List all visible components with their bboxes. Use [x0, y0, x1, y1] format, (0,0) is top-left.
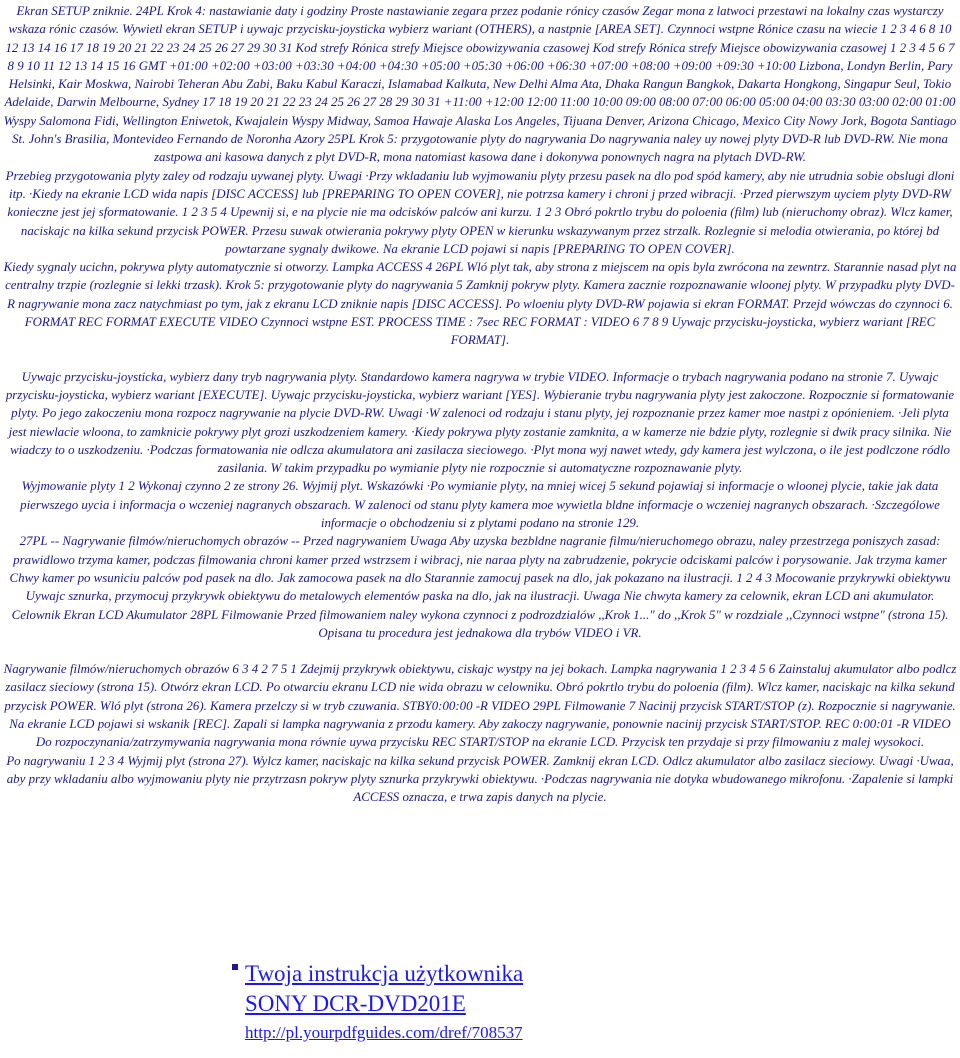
paragraph-5: Wyjmowanie plyty 1 2 Wykonaj czynno 2 ze strony 26. Wyjmij plyt. Wskazówki ·Po wymianie plyty, na mniej wicej 5 sekund pojawiaj si informacje o wloonej plycie, takie jak data pierwszego uycia i informacja o wczeniej nagranych obszarach. W zalenoci od stanu plyty kamera moe wywietla bldne informacje o wczeniej nagranych obszarach. ·Szczególowe informacje o obchodzeniu si z plytami podano na stronie 129.: [20, 479, 940, 531]
paragraph-2: Przebieg przygotowania plyty zaley od rodzaju uywanej plyty. Uwagi ·Przy wkladaniu lub wyjmowaniu plyty przesu pasek na dlo pod spód kamery, aby nie utrudnia sobie obslugi dloni itp. ·Kiedy na ekranie LCD wida napis [DISC ACCESS] lub [PREPARING TO OPEN COVER], nie potrzsa kamery i chroni j przed wibracji. ·Przed pierwszym uyciem plyty DVD-RW konieczne jest jej sformatowanie. 1 2 3 5 4 Upewnij si, e na plycie nie ma odcisków palców ani kurzu. 1 2 3 Obró pokrtlo trybu do poloenia (film) lub (nieruchomy obraz). Wlcz kamer, naciskajc na kilka sekund przycisk POWER. Przesu suwak otwierania pokrywy plyty OPEN w kierunku wskazywanym przez strzalk. Rozlegnie si melodia otwierania, po której bd powtarzane sygnaly dwikowe. Na ekranie LCD pojawi si napis [PREPARING TO OPEN COVER].: [5, 168, 955, 256]
paragraph-gap: [3, 642, 957, 660]
paragraph-6: 27PL -- Nagrywanie filmów/nieruchomych obrazów -- Przed nagrywaniem Uwaga Aby uzyska bezbldne nagranie filmu/nieruchomego obrazu, naley przestrzega poniszych zasad: prawidlowo trzyma kamer, podczas filmowania chroni kamer przed wstrzsem i wibracj, nie naraa plyty na zabrudzenie, pokrycie odciskami palców i porysowanie. Jak trzyma kamer Chwy kamer po wsuniciu palców pod pasek na dlo. Jak zamocowa pasek na dlo Starannie zamocuj pasek na dlo, jak pokazano na ilustracji. 1 2 4 3 Mocowanie przykrywki obiektywu Uywajc sznurka, przymocuj przykrywk obiektywu do metalowych elementów paska na dlo, jak na ilustracji. Uwaga Nie chwyta kamery za celownik, ekran LCD ani akumulator. Celownik Ekran LCD Akumulator 28PL Filmowanie Przed filmowaniem naley wykona czynnoci z podrozdzialów ,,Krok 1..." do ,,Krok 5" w rozdziale ,,Czynnoci wstpne" (strona 15). Opisana tu procedura jest jednakowa dla trybów VIDEO i VR.: [9, 534, 951, 640]
model-link[interactable]: SONY DCR-DVD201E: [245, 991, 466, 1016]
url-link[interactable]: http://pl.yourpdfguides.com/dref/708537: [245, 1023, 523, 1042]
manual-title-link[interactable]: Twoja instrukcja użytkownika: [245, 961, 524, 986]
paragraph-8: Na ekranie LCD pojawi si wskanik [REC]. Zapali si lampka nagrywania z przodu kamery. Aby zakoczy nagrywanie, ponownie nacinij przycisk START/STOP. REC 0:00:01 -R VIDEO Do rozpoczynania/zatrzymywania nagrywania mona równie uywa przycisku REC START/STOP na ekranie LCD. Przycisk ten przydaje si przy filmowaniu z malej wysokoci.: [9, 716, 951, 750]
paragraph-7: Nagrywanie filmów/nieruchomych obrazów 6 3 4 2 7 5 1 Zdejmij przykrywk obiektywu, ciskajc wystpy na jej bokach. Lampka nagrywania 1 2 3 4 5 6 Zainstaluj akumulator albo podlcz zasilacz sieciowy (strona 15). Otwórz ekran LCD. Po otwarciu ekranu LCD nie wida obrazu w celowniku. Obró pokrtlo trybu do poloenia (film). Wlcz kamer, naciskajc na kilka sekund przycisk POWER. Wló plyt (strona 26). Kamera przelczy si w tryb czuwania. STBY0:00:00 -R VIDEO 29PL Filmowanie 7 Nacinij przycisk START/STOP (z). Rozpocznie si nagrywanie.: [3, 662, 957, 713]
document-body: [3, 2, 957, 806]
paragraph-4: Uywajc przycisku-joysticka, wybierz dany tryb nagrywania plyty. Standardowo kamera nagrywa w trybie VIDEO. Informacje o trybach nagrywania podano na stronie 7. Uywajc przycisku-joysticka, wybierz wariant [EXECUTE]. Uywajc przycisku-joysticka, wybierz wariant [YES]. Wybieranie trybu nagrywania plyty jest zakoczone. Rozpocznie si formatowanie plyty. Po jego zakoczeniu mona rozpocz nagrywanie na plycie DVD-RW. Uwagi ·W zalenoci od rodzaju i stanu plyty, jej rozpoznanie przez kamer moe nastpi z opónieniem. ·Jeli plyta jest niewlacie wloona, to zamknicie pokrywy plyt grozi uszkodzeniem kamery. ·Kiedy pokrywa plyty zostanie zamknita, a w kamerze nie bdzie plyty, rozlegnie si dwik pracy silnika. Nie wiadczy to o uszkodzeniu. ·Podczas formatowania nie odlcza akumulatora ani zasilacza sieciowego. ·Plyt mona wyj nawet wtedy, gdy kamera jest wylczona, o ile jest podlczone ródlo zasilania. W takim przypadku po wymianie plyty nie rozpocznie si automatyczne rozpoznawanie plyty.: [5, 369, 955, 476]
footer-links: [232, 960, 952, 1052]
paragraph-9: Po nagrywaniu 1 2 3 4 Wyjmij plyt (strona 27). Wylcz kamer, naciskajc na kilka sekund przycisk POWER. Zamknij ekran LCD. Odlcz akumulator albo zasilacz sieciowy. Uwagi ·Uwaa, aby przy wkladaniu albo wyjmowaniu plyty nie przytrzasn pokryw plyty sznurka przykrywki obiektywu. ·Podczas nagrywania nie dotyka wbudowanego mikrofonu. ·Zapalenie si lampki ACCESS oznacza, e trwa zapis danych na plycie.: [6, 753, 954, 805]
paragraph-3: Kiedy sygnaly ucichn, pokrywa plyty automatycznie si otworzy. Lampka ACCESS 4 26PL Wló plyt tak, aby strona z miejscem na opis byla zwrócona na zewntrz. Starannie nasad plyt na centralny trzpie (rozlegnie si lekki trzask). Krok 5: przygotowanie plyty do nagrywania 5 Zamknij pokryw plyty. Kamera zacznie rozpoznawanie wloonej plyty. W przypadku plyty DVD-R nagrywanie mona zacz natychmiast po tym, jak z ekranu LCD zniknie napis [DISC ACCESS]. Po wloeniu plyty DVD-RW pojawia si ekran FORMAT. Przejd wówczas do czynnoci 6. FORMAT REC FORMAT EXECUTE VIDEO Czynnoci wstpne EST. PROCESS TIME : 7sec REC FORMAT : VIDEO 6 7 8 9 Uywajc przycisku-joysticka, wybierz wariant [REC FORMAT].: [3, 260, 957, 348]
paragraph-1: Ekran SETUP zniknie. 24PL Krok 4: nastawianie daty i godziny Proste nastawianie zegara przez podanie rónicy czasów Zegar mona z latwoci przestawi na lokalny czas wystarczy wskaza rónic czasów. Wywietl ekran SETUP i uywajc przycisku-joysticka wybierz wariant (OTHERS), a nastpnie [AREA SET]. Czynnoci wstpne Rónice czasu na wiecie 1 2 3 4 6 8 10 12 13 14 16 17 18 19 20 21 22 23 24 25 26 27 29 30 31 Kod strefy Rónica strefy Miejsce obowizywania czasowej Kod strefy Rónica strefy Miejsce obowizywania czasowej 1 2 3 4 5 6 7 8 9 10 11 12 13 14 15 16 GMT +01:00 +02:00 +03:00 +03:30 +04:00 +04:30 +05:00 +05:30 +06:00 +06:30 +07:00 +08:00 +09:00 +09:30 +10:00 Lizbona, Londyn Berlin, Pary Helsinki, Kair Moskwa, Nairobi Teheran Abu Zabi, Baku Kabul Karaczi, Islamabad Kalkuta, New Delhi Alma Ata, Dhaka Rangun Bangkok, Dakarta Hongkong, Singapur Seul, Tokio Adelaide, Darwin Melbourne, Sydney 17 18 19 20 21 22 23 24 25 26 27 28 29 30 31 +11:00 +12:00 12:00 11:00 10:00 09:00 08:00 07:00 06:00 05:00 04:00 03:30 03:00 02:00 01:00 Wyspy Salomona Fidi, Wellington Eniwetok, Kwajalein Wyspy Midway, Samoa Hawaje Alaska Los Angeles, Tijuana Denver, Arizona Chicago, Mexico City Nowy Jork, Bogota Santiago St. John's Brasilia, Montevideo Fernando de Noronha Azory 25PL Krok 5: przygotowanie plyty do nagrywania Do nagrywania naley uy nowej plyty DVD-R lub DVD-RW. Nie mona zastpowa ani kasowa danych z plyt DVD-R, mona natomiast kasowa dane i dokonywa ponownych nagra na plytach DVD-RW.: [3, 4, 957, 165]
paragraph-gap: [3, 350, 957, 368]
dot-icon: [232, 964, 238, 970]
